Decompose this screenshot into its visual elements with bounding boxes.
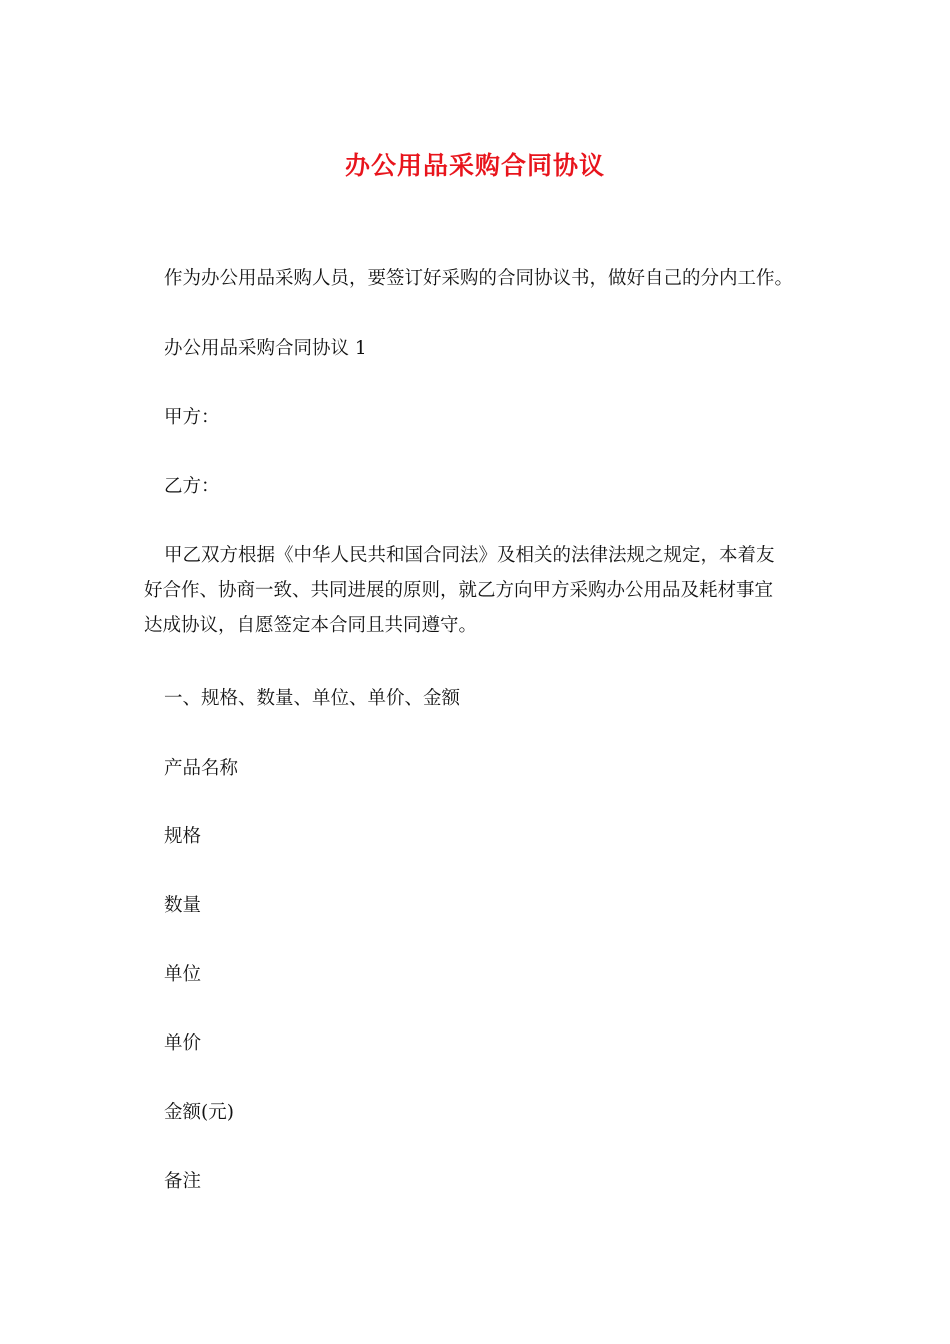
field-quantity: 数量: [164, 895, 202, 916]
preamble-line: 达成协议，自愿签定本合同且共同遵守。: [144, 615, 478, 636]
preamble-line: 甲乙双方根据《中华人民共和国合同法》及相关的法律法规之规定，本着友: [164, 545, 775, 566]
section-heading: 办公用品采购合同协议 1: [164, 338, 367, 359]
document-title: 办公用品采购合同协议: [344, 151, 605, 180]
field-unit-price: 单价: [164, 1033, 202, 1054]
field-product-name: 产品名称: [164, 758, 239, 779]
preamble-line: 好合作、协商一致、共同进展的原则，就乙方向甲方采购办公用品及耗材事宜: [144, 580, 774, 601]
intro-paragraph: 作为办公用品采购人员，要签订好采购的合同协议书，做好自己的分内工作。: [164, 268, 794, 289]
field-remarks: 备注: [164, 1171, 202, 1192]
field-unit: 单位: [164, 964, 202, 985]
field-amount: 金额(元): [164, 1102, 234, 1123]
clause-1-heading: 一、规格、数量、单位、单价、金额: [164, 688, 461, 709]
party-a-label: 甲方：: [164, 407, 220, 428]
preamble-paragraph: [144, 538, 824, 643]
party-b-label: 乙方：: [164, 476, 220, 497]
field-specification: 规格: [164, 826, 202, 847]
